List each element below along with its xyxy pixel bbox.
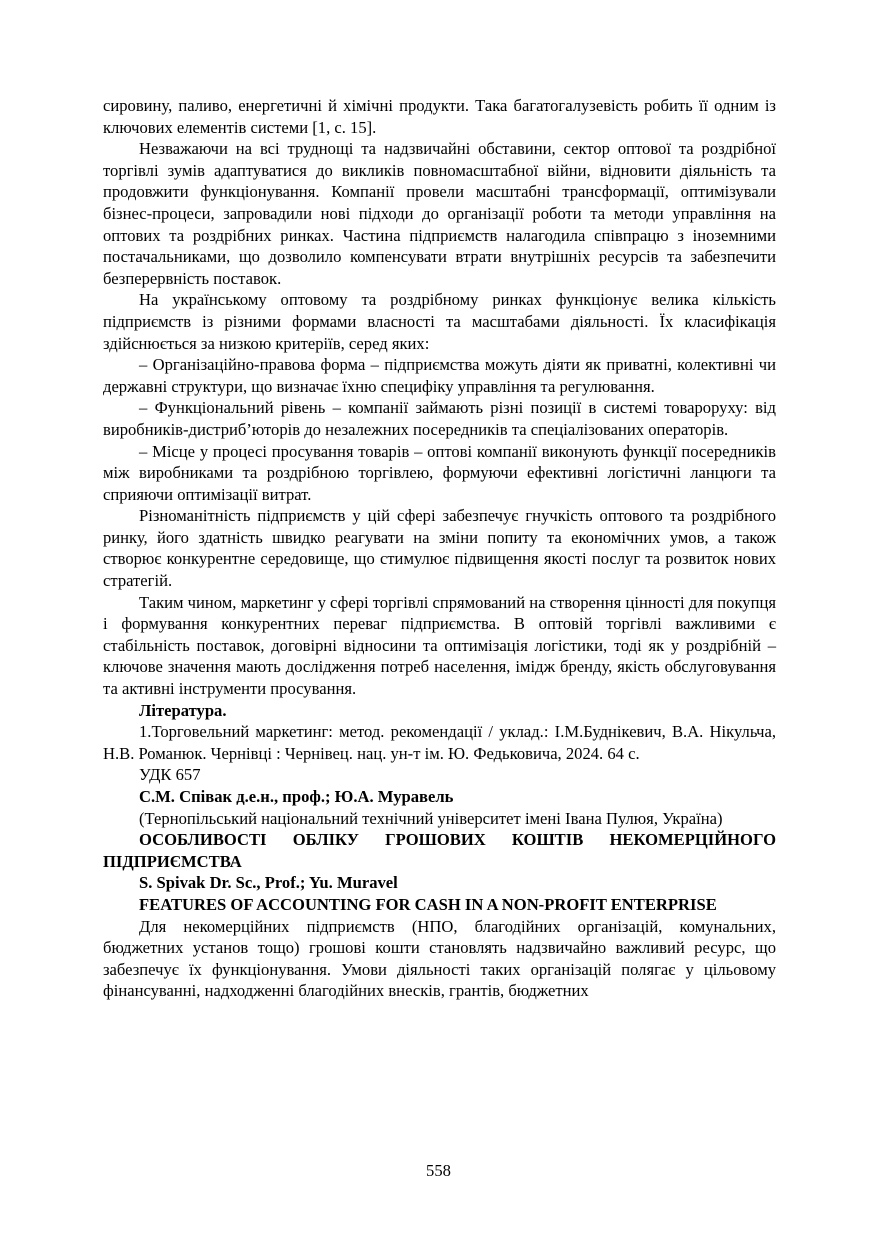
- authors-english: S. Spivak Dr. Sc., Prof.; Yu. Muravel: [139, 873, 398, 893]
- reference-entry: 1.Торговельний маркетинг: метод. рекомендації / уклад.: І.М.Буднікевич, В.А. Нікульча, Н.В. Романюк. Чернівці : Чернівец. нац. ун-т ім. Ю. Федьковича, 2024. 64 с.: [103, 722, 776, 763]
- udc-code: УДК 657: [139, 765, 201, 785]
- body-paragraph: Для некомерційних підприємств (НПО, благодійних організацій, комунальних, бюджетних установ тощо) грошові кошти становлять надзвичайно важливий ресурс, що забезпечує їх функціонування. Умови діяльності таких організацій полягає у цільовому фінансуванні, надходженні благодійних внесків, грантів, бюджетних: [103, 916, 776, 1001]
- list-item-paragraph: – Організаційно-правова форма – підприємства можуть діяти як приватні, колективні чи державні структури, що визначає їхню специфіку управління та регулювання.: [103, 355, 776, 396]
- affiliation: (Тернопільський національний технічний університет імені Івана Пулюя, Україна): [139, 808, 723, 828]
- list-item-paragraph: – Функціональний рівень – компанії займають різні позиції в системі товароруху: від виробників-дистриб’юторів до незалежних посередників та спеціалізованих операторів.: [103, 398, 776, 439]
- page-content: [103, 95, 776, 1002]
- body-paragraph: На українському оптовому та роздрібному ринках функціонує велика кількість підприємств із різними формами власності та масштабами діяльності. Їх класифікація здійснюється за низкою критеріїв, серед яких:: [103, 290, 776, 353]
- page-number: 558: [426, 1161, 451, 1180]
- article-title-ukrainian: ОСОБЛИВОСТІ ОБЛІКУ ГРОШОВИХ КОШТІВ НЕКОМЕРЦІЙНОГО ПІДПРИЄМСТВА: [103, 830, 776, 871]
- literature-heading: Література.: [139, 700, 227, 720]
- body-paragraph-continuation: сировину, паливо, енергетичні й хімічні продукти. Така багатогалузевість робить її одним із ключових елементів системи [1, с. 15].: [103, 96, 776, 137]
- article-title-english: FEATURES OF ACCOUNTING FOR CASH IN A NON-PROFIT ENTERPRISE: [139, 894, 717, 914]
- list-item-paragraph: – Місце у процесі просування товарів – оптові компанії виконують функції посередників між виробниками та роздрібною торгівлею, формуючи ефективні логістичні ланцюги та сприяючи оптимізації витрат.: [103, 441, 776, 504]
- authors-ukrainian: С.М. Співак д.е.н., проф.; Ю.А. Муравель: [139, 787, 454, 806]
- body-paragraph: Таким чином, маркетинг у сфері торгівлі спрямований на створення цінності для покупця і формування конкурентних переваг підприємства. В оптовій торгівлі важливими є стабільність поставок, договірні відносини та оптимізація логістики, тоді як у роздрібній – ключове значення мають дослідження потреб населення, імідж бренду, якість обслуговування та активні інструменти просування.: [103, 592, 776, 699]
- body-paragraph: Різноманітність підприємств у цій сфері забезпечує гнучкість оптового та роздрібного ринку, його здатність швидко реагувати на зміни попиту та економічних умов, а також створює конкурентне середовище, що стимулює підвищення якості послуг та розвиток нових стратегій.: [103, 506, 776, 591]
- body-paragraph: Незважаючи на всі труднощі та надзвичайні обставини, сектор оптової та роздрібної торгівлі зумів адаптуватися до викликів повномасштабної війни, відновити діяльність та продовжити функціонування. Компанії провели масштабні трансформації, оптимізували бізнес-процеси, запровадили нові підходи до організації роботи та методи управління на оптових та роздрібних ринках. Частина підприємств налагодила співпрацю з іноземними постачальниками, що дозволило компенсувати втрати внутрішніх ресурсів та забезпечити безперервність поставок.: [103, 139, 776, 288]
